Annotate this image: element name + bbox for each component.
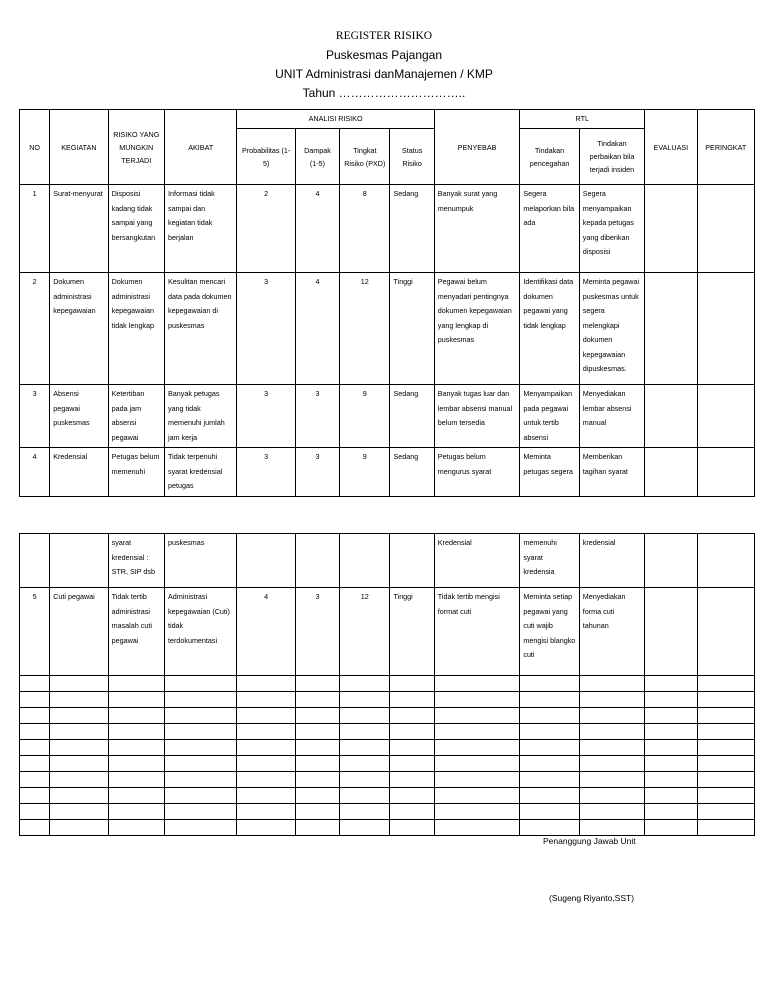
cell-kegiatan: Absensi pegawai puskesmas [50, 385, 108, 448]
empty-cell [20, 756, 50, 772]
col-header-kegiatan: KEGIATAN [50, 110, 108, 185]
empty-cell [340, 692, 390, 708]
empty-cell [20, 692, 50, 708]
table-header-row [20, 110, 755, 129]
col-header-rtl: RTL [520, 110, 645, 129]
cell-kegiatan: Dokumen administrasi kepegawaian [50, 273, 108, 385]
empty-cell [645, 724, 697, 740]
cell-akibat: Tidak terpenuhi syarat kredensial petugas [164, 448, 236, 497]
cell-penyebab: Tidak tertib mengisi format cuti [434, 588, 520, 676]
empty-table-row [20, 788, 755, 804]
empty-cell [520, 692, 579, 708]
empty-cell [340, 756, 390, 772]
cell-peringkat [697, 185, 754, 273]
empty-cell [697, 804, 754, 820]
empty-cell [697, 788, 754, 804]
empty-cell [108, 772, 164, 788]
cell-akibat: Kesulitan mencari data pada dokumen kepegawaian di puskesmas [164, 273, 236, 385]
table-row [20, 534, 755, 588]
empty-cell [579, 724, 644, 740]
cell-tingkat [340, 534, 390, 588]
empty-table-row [20, 740, 755, 756]
empty-cell [434, 724, 520, 740]
cell-tingkat: 12 [340, 273, 390, 385]
empty-cell [295, 692, 339, 708]
empty-cell [390, 820, 434, 836]
cell-akibat: Banyak petugas yang tidak memenuhi jumlah jam kerja [164, 385, 236, 448]
empty-cell [50, 676, 108, 692]
empty-cell [20, 740, 50, 756]
empty-cell [108, 804, 164, 820]
empty-cell [108, 756, 164, 772]
cell-tingkat: 12 [340, 588, 390, 676]
cell-pencegahan: Menyampaikan pada pegawai untuk tertib absensi [520, 385, 579, 448]
empty-cell [108, 676, 164, 692]
empty-table-row [20, 804, 755, 820]
empty-cell [295, 820, 339, 836]
empty-cell [237, 756, 295, 772]
empty-cell [697, 740, 754, 756]
cell-no: 1 [20, 185, 50, 273]
empty-cell [434, 804, 520, 820]
cell-no: 2 [20, 273, 50, 385]
cell-prob [237, 534, 295, 588]
empty-cell [520, 804, 579, 820]
empty-cell [579, 772, 644, 788]
cell-kegiatan: Surat-menyurat [50, 185, 108, 273]
empty-cell [645, 692, 697, 708]
empty-cell [164, 788, 236, 804]
empty-cell [434, 756, 520, 772]
cell-risiko: Tidak tertib administrasi masalah cuti pegawai [108, 588, 164, 676]
empty-cell [579, 740, 644, 756]
col-header-analisi: ANALISI RISIKO [237, 110, 434, 129]
empty-table-row [20, 692, 755, 708]
cell-kegiatan: Kredensial [50, 448, 108, 497]
cell-status: Tinggi [390, 588, 434, 676]
cell-akibat: Administrasi kepegawaian (Cuti) tidak terdokumentasi [164, 588, 236, 676]
empty-cell [645, 676, 697, 692]
empty-cell [20, 804, 50, 820]
cell-peringkat [697, 534, 754, 588]
cell-dampak: 4 [295, 273, 339, 385]
table-row [20, 185, 755, 273]
empty-cell [295, 756, 339, 772]
col-header-penyebab: PENYEBAB [434, 110, 520, 185]
empty-table-row [20, 820, 755, 836]
table-row [20, 385, 755, 448]
empty-cell [434, 692, 520, 708]
empty-cell [645, 772, 697, 788]
empty-cell [20, 708, 50, 724]
cell-pencegahan: Meminta setiap pegawai yang cuti wajib mengisi blangko cuti [520, 588, 579, 676]
empty-cell [697, 692, 754, 708]
empty-cell [295, 740, 339, 756]
empty-table-row [20, 676, 755, 692]
empty-cell [237, 788, 295, 804]
empty-cell [237, 772, 295, 788]
empty-cell [520, 772, 579, 788]
cell-pencegahan: memenuhi syarat kredensia [520, 534, 579, 588]
cell-evaluasi [645, 385, 697, 448]
empty-table-row [20, 756, 755, 772]
empty-cell [434, 820, 520, 836]
empty-cell [645, 740, 697, 756]
cell-risiko: Petugas belum memenuhi [108, 448, 164, 497]
col-header-dampak: Dampak (1-5) [295, 129, 339, 185]
empty-cell [295, 772, 339, 788]
cell-penyebab: Banyak tugas luar dan lembar absensi manual belum tersedia [434, 385, 520, 448]
empty-table-row [20, 708, 755, 724]
cell-peringkat [697, 273, 754, 385]
empty-cell [164, 756, 236, 772]
empty-cell [645, 804, 697, 820]
cell-evaluasi [645, 588, 697, 676]
empty-cell [164, 676, 236, 692]
cell-penyebab: Pegawai belum menyadari pentingnya dokumen kepegawaian yang lengkap di puskesmas [434, 273, 520, 385]
empty-cell [50, 708, 108, 724]
cell-dampak: 4 [295, 185, 339, 273]
empty-cell [579, 788, 644, 804]
empty-cell [520, 820, 579, 836]
empty-cell [20, 788, 50, 804]
empty-cell [434, 740, 520, 756]
empty-cell [50, 804, 108, 820]
cell-prob: 2 [237, 185, 295, 273]
empty-cell [520, 676, 579, 692]
empty-cell [390, 804, 434, 820]
cell-perbaikan: Meminta pegawai puskesmas untuk segera melengkapi dokumen kepegawaian dipuskesmas. [579, 273, 644, 385]
cell-status: Sedang [390, 448, 434, 497]
empty-cell [20, 724, 50, 740]
empty-cell [697, 724, 754, 740]
cell-penyebab: Petugas belum mengurus syarat [434, 448, 520, 497]
empty-cell [108, 708, 164, 724]
empty-cell [295, 804, 339, 820]
risk-register-table-continued [19, 533, 755, 836]
col-header-peringkat: PERINGKAT [697, 110, 754, 185]
col-header-probabilitas: Probabilitas (1-5) [237, 129, 295, 185]
empty-cell [108, 740, 164, 756]
table-row [20, 448, 755, 497]
cell-perbaikan: Menyediakan forma cuti tahunan [579, 588, 644, 676]
risk-register-table [19, 109, 755, 497]
signature-role: Penanggung Jawab Unit [543, 836, 636, 846]
cell-pencegahan: Segera melaporkan bila ada [520, 185, 579, 273]
empty-cell [237, 740, 295, 756]
cell-perbaikan: Memberikan tagihan syarat [579, 448, 644, 497]
empty-table-row [20, 772, 755, 788]
empty-cell [645, 708, 697, 724]
table-row [20, 588, 755, 676]
empty-cell [164, 692, 236, 708]
empty-cell [295, 708, 339, 724]
empty-cell [237, 820, 295, 836]
empty-cell [390, 772, 434, 788]
empty-cell [50, 740, 108, 756]
cell-evaluasi [645, 273, 697, 385]
empty-cell [340, 740, 390, 756]
cell-prob: 3 [237, 273, 295, 385]
empty-cell [697, 756, 754, 772]
cell-tingkat: 8 [340, 185, 390, 273]
col-header-tingkat: Tingkat Risiko (PXD) [340, 129, 390, 185]
cell-dampak: 3 [295, 588, 339, 676]
cell-status: Tinggi [390, 273, 434, 385]
cell-penyebab: Kredensial [434, 534, 520, 588]
cell-akibat: puskesmas [164, 534, 236, 588]
cell-evaluasi [645, 185, 697, 273]
empty-cell [237, 804, 295, 820]
empty-cell [697, 772, 754, 788]
empty-cell [434, 676, 520, 692]
empty-cell [520, 756, 579, 772]
empty-cell [164, 740, 236, 756]
empty-cell [520, 708, 579, 724]
empty-cell [164, 708, 236, 724]
cell-no [20, 534, 50, 588]
empty-cell [50, 772, 108, 788]
cell-pencegahan: Meminta petugas segera [520, 448, 579, 497]
cell-dampak [295, 534, 339, 588]
cell-dampak: 3 [295, 385, 339, 448]
cell-no: 5 [20, 588, 50, 676]
cell-pencegahan: Identifikasi data dokumen pegawai yang tidak lengkap [520, 273, 579, 385]
year-label: Tahun ………………………….. [302, 86, 466, 100]
empty-cell [20, 820, 50, 836]
empty-cell [390, 740, 434, 756]
cell-risiko: Disposisi kadang tidak sampai yang bersangkutan [108, 185, 164, 273]
cell-kegiatan [50, 534, 108, 588]
empty-cell [237, 724, 295, 740]
empty-cell [520, 724, 579, 740]
empty-cell [237, 708, 295, 724]
cell-kegiatan: Cuti pegawai [50, 588, 108, 676]
empty-cell [164, 820, 236, 836]
empty-cell [579, 804, 644, 820]
empty-cell [108, 724, 164, 740]
cell-status [390, 534, 434, 588]
cell-risiko: syarat kredensial : STR, SIP dsb [108, 534, 164, 588]
empty-cell [579, 756, 644, 772]
cell-prob: 3 [237, 448, 295, 497]
cell-tingkat: 9 [340, 385, 390, 448]
signature-name: (Sugeng Riyanto,SST) [549, 893, 635, 903]
empty-cell [108, 820, 164, 836]
cell-evaluasi [645, 534, 697, 588]
empty-cell [237, 676, 295, 692]
cell-status: Sedang [390, 185, 434, 273]
empty-cell [164, 724, 236, 740]
col-header-status: Status Risiko [390, 129, 434, 185]
empty-cell [340, 708, 390, 724]
empty-cell [579, 820, 644, 836]
table-row [20, 273, 755, 385]
empty-cell [434, 788, 520, 804]
empty-cell [50, 756, 108, 772]
empty-cell [340, 788, 390, 804]
cell-peringkat [697, 588, 754, 676]
empty-cell [340, 676, 390, 692]
empty-cell [50, 788, 108, 804]
cell-tingkat: 9 [340, 448, 390, 497]
empty-cell [340, 772, 390, 788]
empty-cell [390, 788, 434, 804]
empty-cell [237, 692, 295, 708]
cell-perbaikan: Segera menyampaikan kepada petugas yang diberikan disposisi [579, 185, 644, 273]
unit-label: UNIT Administrasi danManajemen / KMP [275, 67, 493, 81]
col-header-risiko: RISIKO YANG MUNGKIN TERJADI [108, 110, 164, 185]
empty-cell [434, 708, 520, 724]
empty-cell [50, 724, 108, 740]
col-header-pencegahan: Tindakan pencegahan [520, 129, 579, 185]
document-title: REGISTER RISIKO [335, 30, 433, 42]
empty-cell [645, 756, 697, 772]
empty-cell [697, 708, 754, 724]
empty-cell [295, 724, 339, 740]
empty-cell [50, 820, 108, 836]
empty-table-row [20, 724, 755, 740]
empty-cell [645, 788, 697, 804]
cell-evaluasi [645, 448, 697, 497]
empty-cell [390, 756, 434, 772]
empty-cell [520, 740, 579, 756]
cell-perbaikan: kredensial [579, 534, 644, 588]
empty-cell [697, 820, 754, 836]
cell-no: 3 [20, 385, 50, 448]
empty-cell [340, 804, 390, 820]
cell-penyebab: Banyak surat yang menumpuk [434, 185, 520, 273]
empty-cell [579, 708, 644, 724]
empty-cell [390, 708, 434, 724]
cell-akibat: Informasi tidak sampai dan kegiatan tidak berjalan [164, 185, 236, 273]
cell-status: Sedang [390, 385, 434, 448]
empty-cell [50, 692, 108, 708]
cell-perbaikan: Menyediakan lembar absensi manual [579, 385, 644, 448]
cell-prob: 4 [237, 588, 295, 676]
empty-cell [340, 820, 390, 836]
empty-cell [164, 804, 236, 820]
empty-cell [390, 724, 434, 740]
empty-cell [697, 676, 754, 692]
empty-cell [579, 676, 644, 692]
empty-cell [390, 692, 434, 708]
cell-risiko: Dokumen administrasi kepegawaian tidak lengkap [108, 273, 164, 385]
empty-cell [108, 788, 164, 804]
empty-cell [108, 692, 164, 708]
empty-cell [295, 788, 339, 804]
col-header-akibat: AKIBAT [164, 110, 236, 185]
empty-cell [579, 692, 644, 708]
cell-prob: 3 [237, 385, 295, 448]
col-header-evaluasi: EVALUASI [645, 110, 697, 185]
empty-cell [434, 772, 520, 788]
cell-dampak: 3 [295, 448, 339, 497]
empty-cell [20, 772, 50, 788]
col-header-no: NO [20, 110, 50, 185]
empty-cell [390, 676, 434, 692]
col-header-perbaikan: Tindakan perbaikan bila terjadi insiden [579, 129, 644, 185]
empty-cell [164, 772, 236, 788]
empty-cell [520, 788, 579, 804]
document-subtitle: Puskesmas Pajangan [325, 48, 443, 62]
cell-peringkat [697, 385, 754, 448]
empty-cell [295, 676, 339, 692]
cell-no: 4 [20, 448, 50, 497]
empty-cell [20, 676, 50, 692]
cell-peringkat [697, 448, 754, 497]
empty-cell [340, 724, 390, 740]
empty-cell [645, 820, 697, 836]
cell-risiko: Ketertiban pada jam absensi pegawai [108, 385, 164, 448]
